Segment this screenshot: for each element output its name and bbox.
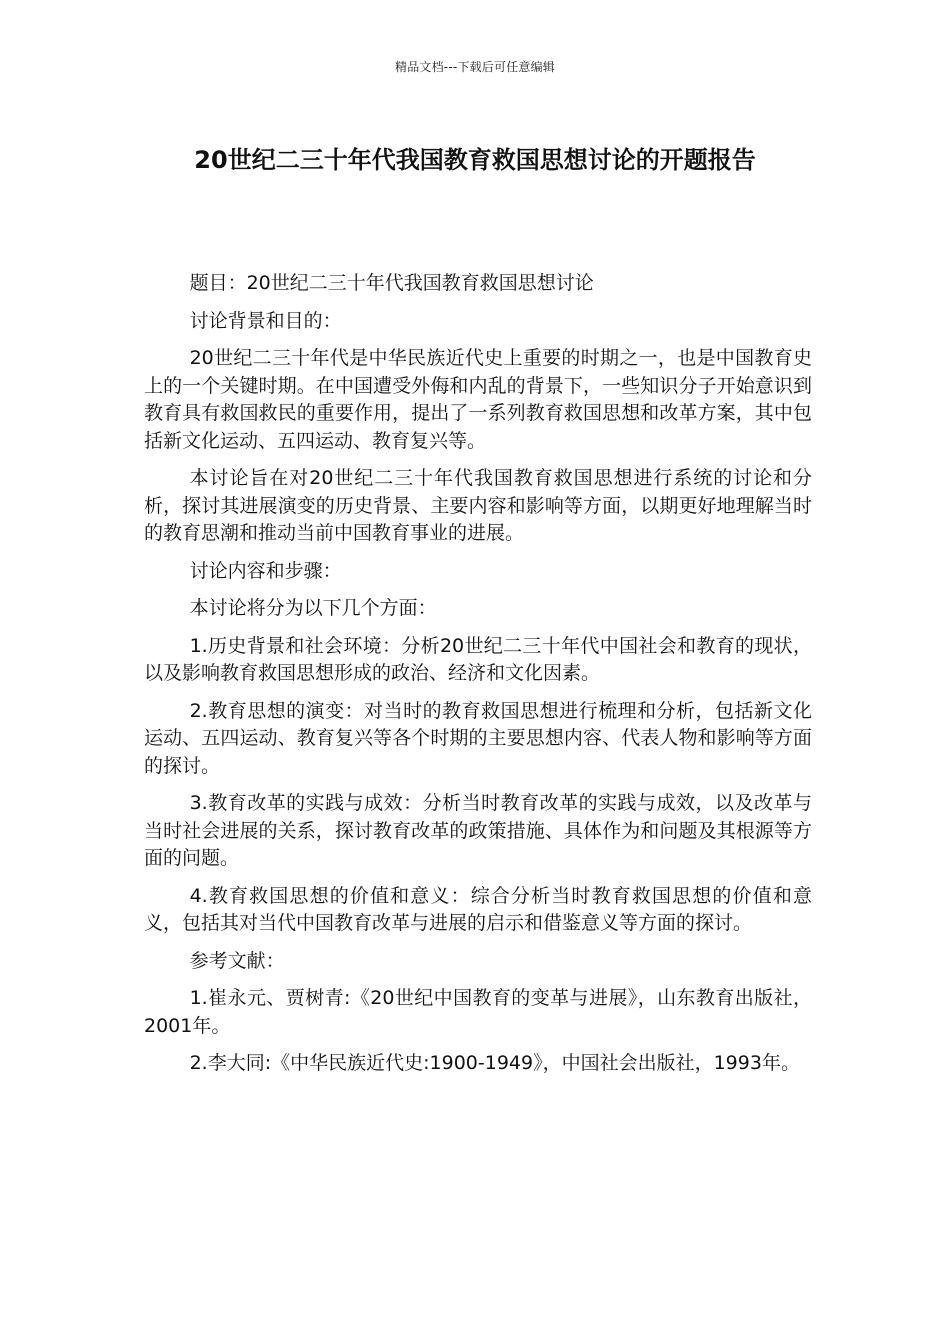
content-item-3: 3.教育改革的实践与成效：分析当时教育改革的实践与成效，以及改革与当时社会进展的关系，探讨教育改革的政策措施、具体作为和问题及其根源等方面的问题。 (144, 792, 812, 869)
background-paragraph: 20世纪二三十年代是中华民族近代史上重要的时期之一，也是中国教育史上的一个关键时期。在中国遭受外侮和内乱的背景下，一些知识分子开始意识到教育具有救国救民的重要作用，提出了一系列教育救国思想和改革方案，其中包括新文化运动、五四运动、教育复兴等。 (144, 347, 812, 452)
content-item-4: 4.教育救国思想的价值和意义：综合分析当时教育救国思想的价值和意义，包括其对当代中国教育改革与进展的启示和借鉴意义等方面的探讨。 (144, 884, 812, 934)
section-heading-content: 讨论内容和步骤： (189, 559, 342, 582)
content-intro: 本讨论将分为以下几个方面： (189, 597, 437, 619)
reference-item-2: 2.李大同:《中华民族近代史:1900-1949》，中国社会出版社，1993年。 (189, 1052, 800, 1074)
section-heading-references: 参考文献： (189, 949, 285, 972)
reference-item-1: 1.崔永元、贾树青:《20世纪中国教育的变革与进展》，山东教育出版社，2001年。 (144, 987, 812, 1037)
document-body (144, 270, 812, 1088)
section-heading-background: 讨论背景和目的： (189, 309, 342, 332)
document-title: 20世纪二三十年代我国教育救国思想讨论的开题报告 (194, 146, 756, 174)
content-item-1: 1.历史背景和社会环境：分析20世纪二三十年代中国社会和教育的现状，以及影响教育救国思想形成的政治、经济和文化因素。 (144, 634, 812, 684)
purpose-paragraph: 本讨论旨在对20世纪二三十年代我国教育救国思想进行系统的讨论和分析，探讨其进展演变的历史背景、主要内容和影响等方面，以期更好地理解当时的教育思潮和推动当前中国教育事业的进展。 (144, 467, 812, 544)
topic-line: 题目：20世纪二三十年代我国教育救国思想讨论 (189, 272, 594, 294)
page-header: 精品文档---下载后可任意编辑 (395, 60, 555, 74)
content-item-2: 2.教育思想的演变：对当时的教育救国思想进行梳理和分析，包括新文化运动、五四运动、教育复兴等各个时期的主要思想内容、代表人物和影响等方面的探讨。 (144, 699, 812, 777)
